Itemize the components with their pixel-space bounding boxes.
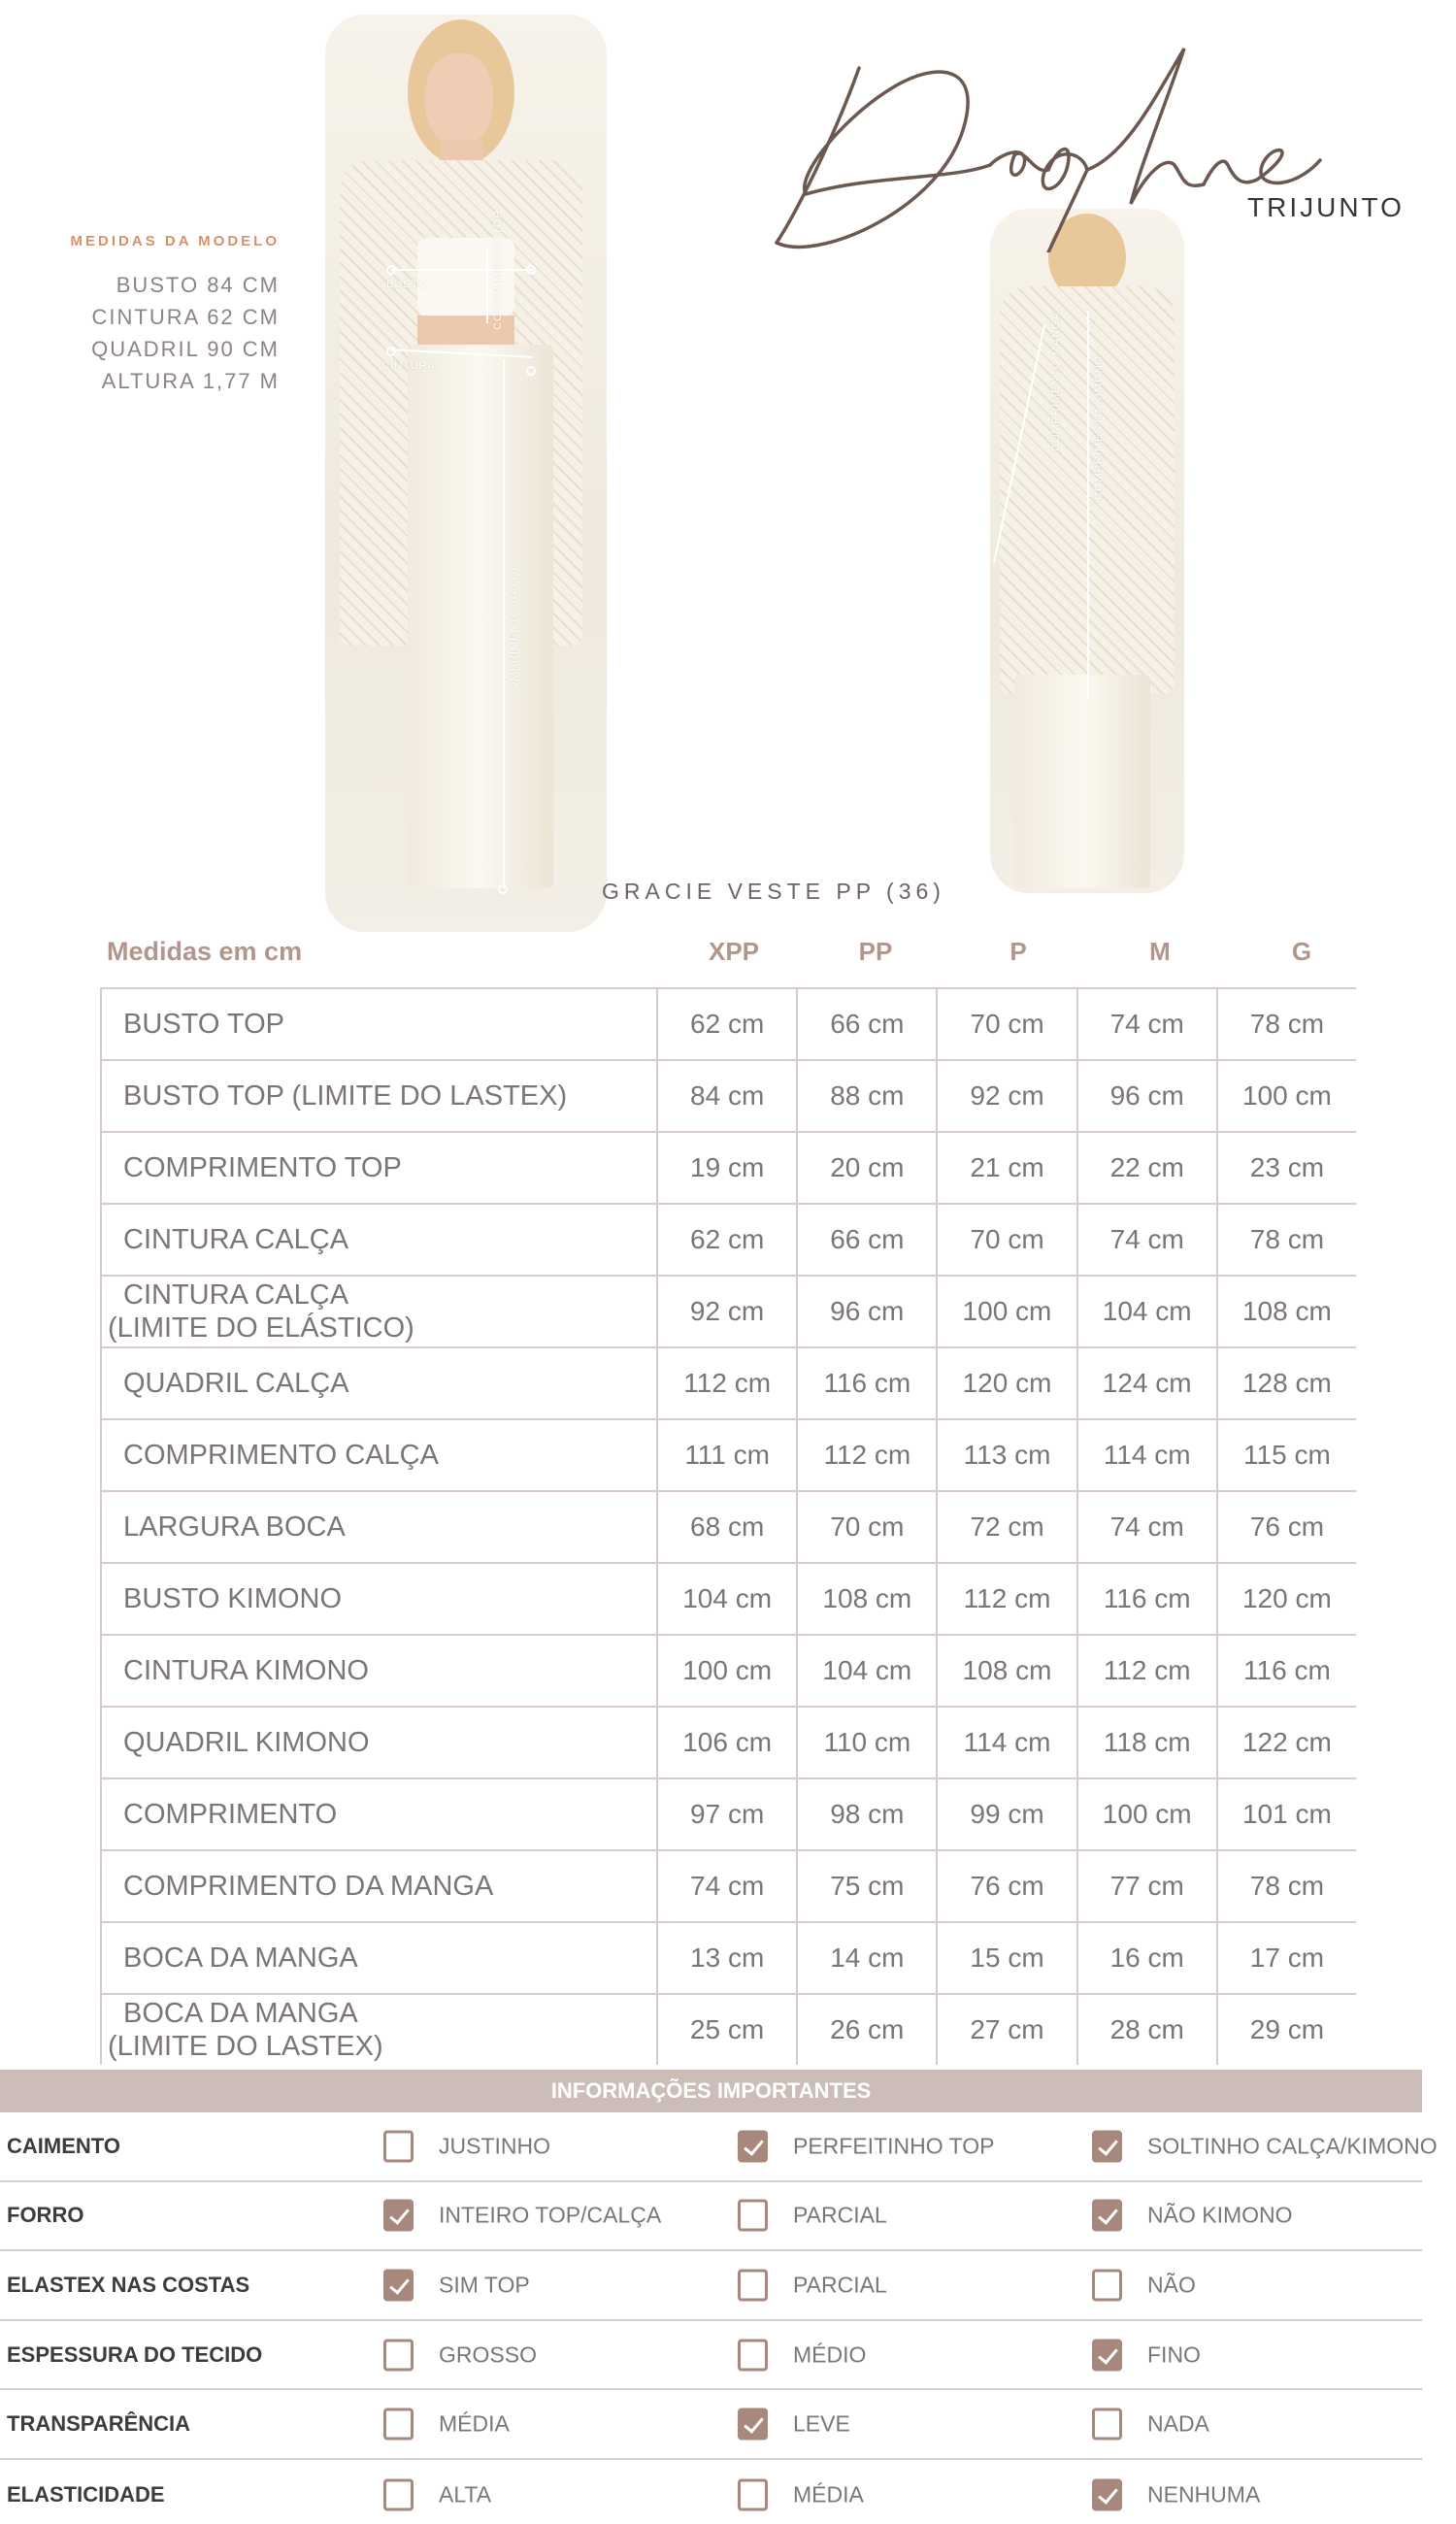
size-value-p: 27 cm — [936, 1995, 1075, 2065]
size-value-p: 15 cm — [936, 1923, 1075, 1993]
size-table-row — [102, 1562, 1356, 1634]
size-value-m: 112 cm — [1076, 1636, 1216, 1706]
size-value-p: 112 cm — [936, 1564, 1075, 1634]
size-value-pp: 66 cm — [796, 1205, 936, 1275]
checkbox-unchecked-icon[interactable] — [738, 2339, 768, 2371]
checkbox-unchecked-icon[interactable] — [383, 2478, 414, 2510]
info-label: CAIMENTO — [7, 2133, 120, 2158]
model-wearing-caption: GRACIE VESTE PP (36) — [602, 879, 945, 904]
checkbox-checked-icon[interactable] — [1092, 2478, 1122, 2510]
size-value-pp: 112 cm — [796, 1420, 936, 1490]
size-value-xpp: 13 cm — [656, 1923, 796, 1993]
size-value-g: 115 cm — [1216, 1420, 1356, 1490]
measurement-label-line: CINTURA CALÇA — [123, 1224, 349, 1255]
size-value-pp: 70 cm — [796, 1492, 936, 1562]
measurement-label-line: BOCA DA MANGA — [123, 1943, 358, 1974]
info-option-label: INTEIRO TOP/CALÇA — [439, 2202, 662, 2228]
info-option[interactable] — [383, 2408, 510, 2441]
size-value-p: 113 cm — [936, 1420, 1075, 1490]
measurement-label — [102, 1779, 656, 1849]
info-option[interactable] — [1092, 2130, 1438, 2162]
size-table — [100, 987, 1356, 2065]
size-value-m: 74 cm — [1076, 1205, 1216, 1275]
size-value-p: 72 cm — [936, 1492, 1075, 1562]
bust-measure-line — [391, 269, 533, 271]
measurement-label-line: QUADRIL KIMONO — [123, 1727, 370, 1758]
checkbox-unchecked-icon[interactable] — [738, 2269, 768, 2301]
info-option[interactable] — [383, 2130, 550, 2162]
checkbox-unchecked-icon[interactable] — [738, 2200, 768, 2232]
measurement-label — [102, 1133, 656, 1203]
size-value-g: 108 cm — [1216, 1277, 1356, 1346]
size-table-row — [102, 1849, 1356, 1921]
measurement-label-line: COMPRIMENTO — [123, 1799, 338, 1830]
model-hip: QUADRIL 90 CM — [91, 337, 280, 361]
checkbox-checked-icon[interactable] — [738, 2130, 768, 2162]
measurement-label-line: QUADRIL CALÇA — [123, 1368, 349, 1399]
measurement-label — [102, 1636, 656, 1706]
size-header-g: G — [1291, 937, 1312, 966]
size-value-p: 99 cm — [936, 1779, 1075, 1849]
size-value-p: 21 cm — [936, 1133, 1075, 1203]
size-value-xpp: 25 cm — [656, 1995, 796, 2065]
checkbox-checked-icon[interactable] — [383, 2200, 414, 2232]
info-option-label: ALTA — [439, 2481, 492, 2507]
measurement-label — [102, 989, 656, 1059]
size-value-pp: 66 cm — [796, 989, 936, 1059]
top-length-line — [486, 248, 488, 323]
info-option[interactable] — [1092, 2200, 1293, 2232]
size-value-xpp: 100 cm — [656, 1636, 796, 1706]
model-front-photo — [325, 15, 607, 932]
info-option-label: NADA — [1147, 2410, 1209, 2437]
size-table-row — [102, 1418, 1356, 1490]
bust-annotation: BUSTO — [386, 279, 428, 290]
info-label: ELASTICIDADE — [7, 2481, 165, 2507]
size-value-p: 114 cm — [936, 1708, 1075, 1777]
size-value-xpp: 111 cm — [656, 1420, 796, 1490]
measurement-label — [102, 1348, 656, 1418]
size-value-m: 74 cm — [1076, 1492, 1216, 1562]
info-row — [0, 2112, 1438, 2182]
measurement-label-line: (LIMITE DO LASTEX) — [108, 2031, 383, 2062]
size-value-pp: 75 cm — [796, 1851, 936, 1921]
info-row — [0, 2460, 1422, 2524]
size-table-row — [102, 1203, 1356, 1275]
info-row — [0, 2390, 1422, 2460]
size-value-xpp: 104 cm — [656, 1564, 796, 1634]
size-value-g: 128 cm — [1216, 1348, 1356, 1418]
size-value-xpp: 74 cm — [656, 1851, 796, 1921]
pants-length-line — [503, 359, 505, 888]
measurement-label-line: BUSTO TOP — [123, 1009, 284, 1040]
size-value-m: 124 cm — [1076, 1348, 1216, 1418]
checkbox-unchecked-icon[interactable] — [1092, 2408, 1122, 2441]
size-value-xpp: 62 cm — [656, 989, 796, 1059]
info-option-label: SIM TOP — [439, 2272, 530, 2298]
size-value-pp: 26 cm — [796, 1995, 936, 2065]
info-option[interactable] — [1092, 2408, 1209, 2441]
size-value-p: 108 cm — [936, 1636, 1075, 1706]
measurement-label-line: COMPRIMENTO TOP — [123, 1152, 402, 1183]
size-value-pp: 104 cm — [796, 1636, 936, 1706]
size-header-m: M — [1149, 937, 1171, 966]
size-value-m: 77 cm — [1076, 1851, 1216, 1921]
size-value-g: 101 cm — [1216, 1779, 1356, 1849]
measure-dot — [386, 265, 396, 275]
pants-length-annotation: COMPRIMENTO CALÇA — [509, 562, 520, 699]
size-value-p: 120 cm — [936, 1348, 1075, 1418]
size-value-pp: 14 cm — [796, 1923, 936, 1993]
size-value-m: 114 cm — [1076, 1420, 1216, 1490]
size-table-row — [102, 1634, 1356, 1706]
checkbox-unchecked-icon[interactable] — [383, 2339, 414, 2371]
measurement-label-line: (LIMITE DO ELÁSTICO) — [108, 1312, 414, 1344]
checkbox-checked-icon[interactable] — [1092, 2200, 1122, 2232]
brand-subtitle: TRIJUNTO — [1247, 192, 1405, 222]
info-option[interactable] — [738, 2200, 887, 2232]
checkbox-unchecked-icon[interactable] — [738, 2478, 768, 2510]
size-value-g: 120 cm — [1216, 1564, 1356, 1634]
info-option-label: MÉDIA — [439, 2410, 510, 2437]
measure-dot — [526, 366, 536, 376]
info-option-label: MÉDIA — [793, 2481, 864, 2507]
size-value-xpp: 68 cm — [656, 1492, 796, 1562]
size-value-pp: 88 cm — [796, 1061, 936, 1131]
measure-dot — [386, 347, 396, 356]
measurement-label-line: COMPRIMENTO CALÇA — [123, 1440, 439, 1471]
size-value-xpp: 97 cm — [656, 1779, 796, 1849]
size-value-pp: 20 cm — [796, 1133, 936, 1203]
model-height: ALTURA 1,77 M — [101, 369, 280, 393]
info-option[interactable] — [383, 2339, 537, 2371]
size-table-row — [102, 1346, 1356, 1418]
size-value-g: 78 cm — [1216, 1851, 1356, 1921]
model-back-photo — [990, 209, 1184, 893]
checkbox-unchecked-icon[interactable] — [1092, 2269, 1122, 2301]
size-value-m: 16 cm — [1076, 1923, 1216, 1993]
size-value-xpp: 19 cm — [656, 1133, 796, 1203]
info-option-label: MÉDIO — [793, 2341, 867, 2368]
measurement-label — [102, 1851, 656, 1921]
size-value-g: 17 cm — [1216, 1923, 1356, 1993]
size-table-row — [102, 987, 1356, 1059]
model-measurements-title: MEDIDAS DA MODELO — [70, 233, 280, 249]
sleeve-length-annotation: COMPRIMENTO MANGA — [1050, 312, 1062, 451]
measurement-label-line: CINTURA CALÇA — [123, 1279, 349, 1311]
size-value-m: 116 cm — [1076, 1564, 1216, 1634]
measurement-label — [102, 1420, 656, 1490]
info-option-label: PERFEITINHO TOP — [793, 2133, 995, 2159]
info-option[interactable] — [738, 2269, 887, 2301]
size-value-xpp: 106 cm — [656, 1708, 796, 1777]
size-value-xpp: 84 cm — [656, 1061, 796, 1131]
waist-annotation: CINTURA — [381, 360, 436, 372]
measurement-label-line: BOCA DA MANGA — [123, 1998, 358, 2029]
info-label: TRANSPARÊNCIA — [7, 2411, 191, 2437]
info-option-label: NÃO KIMONO — [1147, 2202, 1293, 2228]
info-option[interactable] — [738, 2339, 866, 2371]
info-row — [0, 2182, 1422, 2252]
checkbox-checked-icon[interactable] — [1092, 2339, 1122, 2371]
info-option-label: PARCIAL — [793, 2272, 887, 2298]
measurement-label-line: LARGURA BOCA — [123, 1511, 346, 1543]
info-option[interactable] — [738, 2478, 864, 2510]
size-value-g: 116 cm — [1216, 1636, 1356, 1706]
size-value-m: 28 cm — [1076, 1995, 1216, 2065]
size-value-g: 29 cm — [1216, 1995, 1356, 2065]
important-info-table — [0, 2112, 1438, 2524]
info-option[interactable] — [383, 2478, 491, 2510]
size-table-row — [102, 1131, 1356, 1203]
info-option-label: PARCIAL — [793, 2202, 887, 2228]
size-value-g: 76 cm — [1216, 1492, 1356, 1562]
kimono-length-annotation: COMPRIMENTO KIMONO — [1093, 354, 1105, 500]
pants — [408, 345, 553, 888]
info-option[interactable] — [383, 2200, 661, 2232]
size-table-row — [102, 1921, 1356, 1993]
measurement-label-line: BUSTO TOP (LIMITE DO LASTEX) — [123, 1080, 568, 1112]
info-option[interactable] — [383, 2269, 530, 2301]
pants-back — [1014, 675, 1150, 888]
size-value-g: 122 cm — [1216, 1708, 1356, 1777]
measurement-label — [102, 1205, 656, 1275]
size-value-xpp: 92 cm — [656, 1277, 796, 1346]
info-option-label: GROSSO — [439, 2341, 537, 2368]
important-info-title: INFORMAÇÕES IMPORTANTES — [0, 2070, 1422, 2112]
size-value-m: 74 cm — [1076, 989, 1216, 1059]
measurement-label — [102, 1277, 656, 1346]
info-option-label: LEVE — [793, 2410, 850, 2437]
measurement-label-line: CINTURA KIMONO — [123, 1655, 369, 1686]
info-row — [0, 2251, 1422, 2321]
info-row — [0, 2321, 1422, 2391]
model-waist: CINTURA 62 CM — [91, 305, 280, 329]
measurement-label — [102, 1923, 656, 1993]
info-label: ELASTEX NAS COSTAS — [7, 2272, 250, 2297]
size-table-title: Medidas em cm — [107, 937, 303, 966]
info-option-label: NÃO — [1147, 2272, 1196, 2298]
size-value-pp: 98 cm — [796, 1779, 936, 1849]
top-length-annotation: COMPRIMENTO TOP — [492, 210, 504, 330]
size-table-row — [102, 1777, 1356, 1849]
size-table-row — [102, 1490, 1356, 1562]
size-value-g: 78 cm — [1216, 1205, 1356, 1275]
info-option-label: SOLTINHO CALÇA/KIMONO — [1147, 2133, 1438, 2159]
checkbox-checked-icon[interactable] — [1092, 2130, 1122, 2162]
size-value-p: 100 cm — [936, 1277, 1075, 1346]
size-value-g: 100 cm — [1216, 1061, 1356, 1131]
size-value-m: 104 cm — [1076, 1277, 1216, 1346]
info-label: FORRO — [7, 2203, 84, 2228]
info-option[interactable] — [1092, 2339, 1201, 2371]
size-value-m: 118 cm — [1076, 1708, 1216, 1777]
size-header-p: P — [1009, 937, 1027, 966]
size-table-row — [102, 1993, 1356, 2065]
size-value-xpp: 62 cm — [656, 1205, 796, 1275]
info-option[interactable] — [738, 2130, 994, 2162]
info-option-label: FINO — [1147, 2341, 1201, 2368]
size-table-row — [102, 1706, 1356, 1777]
model-bust: BUSTO 84 CM — [116, 273, 280, 297]
info-option[interactable] — [1092, 2269, 1196, 2301]
measurement-label — [102, 1708, 656, 1777]
measurement-label-line: BUSTO KIMONO — [123, 1583, 343, 1614]
size-value-pp: 108 cm — [796, 1564, 936, 1634]
size-value-p: 70 cm — [936, 989, 1075, 1059]
size-table-header — [0, 937, 1456, 976]
checkbox-checked-icon[interactable] — [383, 2269, 414, 2301]
checkbox-unchecked-icon[interactable] — [383, 2130, 414, 2162]
measure-dot — [498, 884, 508, 894]
info-option[interactable] — [1092, 2478, 1260, 2510]
size-value-pp: 116 cm — [796, 1348, 936, 1418]
size-header-pp: PP — [858, 937, 893, 966]
info-option[interactable] — [738, 2408, 850, 2441]
model-measurements — [58, 233, 280, 397]
size-value-m: 100 cm — [1076, 1779, 1216, 1849]
size-value-g: 23 cm — [1216, 1133, 1356, 1203]
size-value-pp: 110 cm — [796, 1708, 936, 1777]
size-value-p: 76 cm — [936, 1851, 1075, 1921]
measurement-label — [102, 1995, 656, 2065]
kimono-length-line — [1087, 311, 1089, 699]
info-option-label: JUSTINHO — [439, 2133, 550, 2159]
size-value-m: 96 cm — [1076, 1061, 1216, 1131]
measurement-label-line: COMPRIMENTO DA MANGA — [123, 1871, 494, 1902]
measurement-label — [102, 1061, 656, 1131]
face — [425, 53, 493, 146]
measurement-label — [102, 1492, 656, 1562]
info-label: ESPESSURA DO TECIDO — [7, 2341, 263, 2367]
info-option-label: NENHUMA — [1147, 2481, 1261, 2507]
size-table-row — [102, 1275, 1356, 1346]
size-value-m: 22 cm — [1076, 1133, 1216, 1203]
size-value-xpp: 112 cm — [656, 1348, 796, 1418]
size-value-p: 70 cm — [936, 1205, 1075, 1275]
size-table-row — [102, 1059, 1356, 1131]
size-value-g: 78 cm — [1216, 989, 1356, 1059]
checkbox-checked-icon[interactable] — [738, 2408, 768, 2441]
size-value-p: 92 cm — [936, 1061, 1075, 1131]
size-value-pp: 96 cm — [796, 1277, 936, 1346]
measure-dot — [526, 265, 536, 275]
measurement-label — [102, 1564, 656, 1634]
checkbox-unchecked-icon[interactable] — [383, 2408, 414, 2441]
size-header-xpp: XPP — [708, 937, 760, 966]
